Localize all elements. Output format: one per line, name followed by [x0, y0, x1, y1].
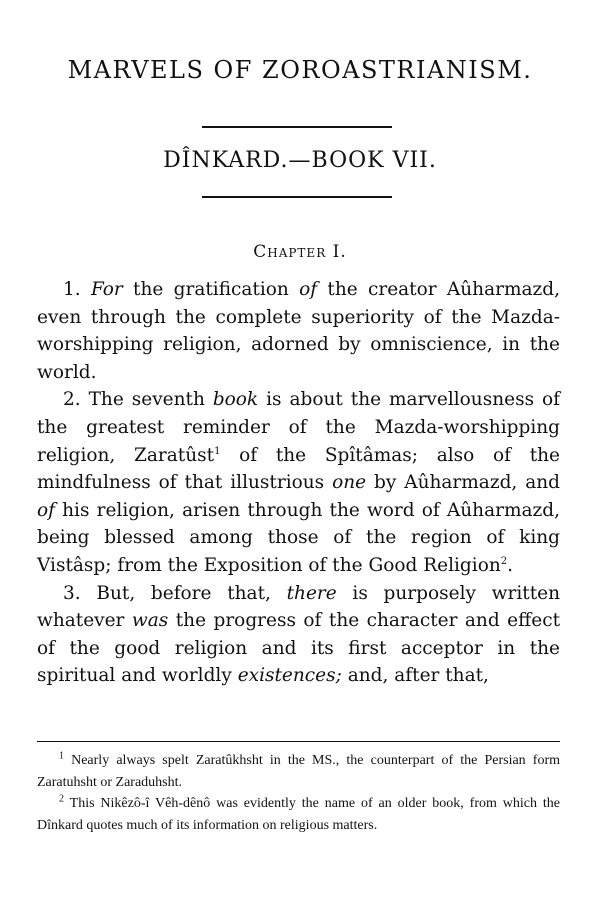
- text-run: the creator Aûharmazd, even through the complete superiority of the Mazda-worshipping religion, adorned by omniscience, in the world.: [37, 279, 560, 383]
- footnote-text: This Nikêzô-î Vêh-dênô was evidently the name of an older book, from which the Dînkard quotes much of its information on religious matters.: [37, 796, 560, 833]
- footnote-rule: [37, 741, 560, 742]
- text-run: by Aûharmazd, and: [366, 472, 561, 494]
- italic-run: was: [131, 610, 169, 632]
- text-run: his religion, arisen through the word of Aûharmazd, being blessed among those of the region of king Vistâsp; from the Exposition of the Good Religion: [37, 499, 560, 576]
- text-run: 1.: [63, 279, 91, 300]
- main-text: [37, 276, 560, 690]
- italic-run: For: [90, 279, 123, 300]
- italic-run: of: [299, 279, 318, 300]
- text-run: and, after that,: [341, 665, 489, 687]
- chapter-heading: Chapter I.: [253, 242, 347, 262]
- paragraph-3: [37, 580, 560, 690]
- title-rule-bottom: [202, 196, 392, 198]
- italic-run: book: [212, 389, 259, 411]
- book-title: DÎNKARD.—BOOK VII.: [163, 148, 437, 173]
- italic-run: one: [332, 472, 367, 494]
- text-run: 3. But, before that,: [63, 582, 287, 604]
- text-run: the progress of the character and effect of the good religion and its first acceptor in the spiritual and worldly: [37, 610, 560, 687]
- paragraph-2: [37, 386, 560, 579]
- paragraph-1: [37, 276, 560, 386]
- footnote-2: [37, 793, 560, 836]
- footnote-ref-2: 2: [500, 555, 508, 567]
- running-title: MARVELS OF ZOROASTRIANISM.: [67, 56, 533, 84]
- footnotes: [37, 750, 560, 836]
- text-run: of the Spîtâmas; also of the mindfulness of that illustrious: [37, 444, 561, 494]
- text-run: 2. The seventh: [63, 389, 213, 411]
- footnote-text: Nearly always spelt Zaratûkhsht in the MS., the counterpart of the Persian form Zaratuhsht or Zaraduhsht.: [37, 753, 560, 790]
- text-run: is purposely written whatever: [37, 582, 560, 632]
- text-run: the gratification: [122, 279, 300, 300]
- footnote-mark: 1: [59, 750, 64, 762]
- text-run: is about the marvellousness of the greatest reminder of the Mazda-worshipping religion, Zaratûst: [37, 389, 560, 466]
- footnote-mark: 2: [59, 793, 64, 805]
- footnote-1: [37, 750, 560, 793]
- title-rule-top: [202, 126, 392, 128]
- italic-run: of: [37, 499, 55, 521]
- italic-run: there: [286, 582, 337, 604]
- footnote-ref-1: 1: [214, 445, 221, 457]
- italic-run: existences;: [237, 665, 342, 687]
- text-run: .: [507, 554, 514, 576]
